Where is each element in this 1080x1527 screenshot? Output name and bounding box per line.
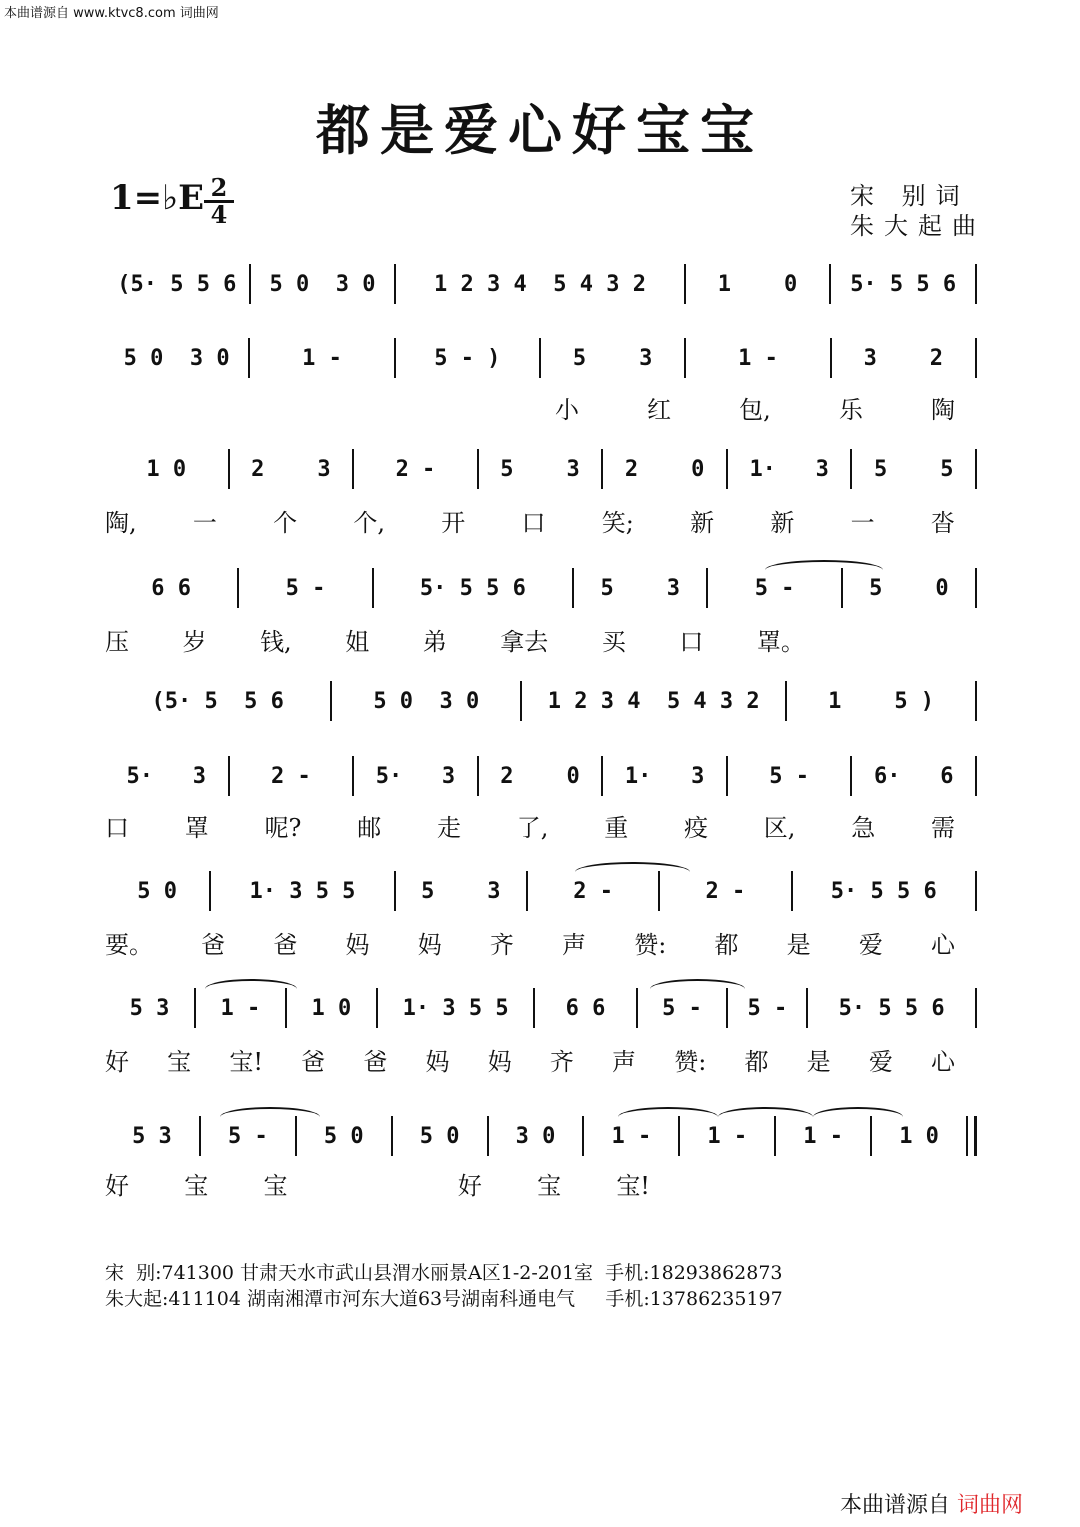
lyrics-line-2 (105, 503, 955, 537)
contact-info (105, 1260, 783, 1312)
time-signature (204, 173, 234, 229)
lyric: 爸 (301, 1048, 326, 1076)
measure: 5· 3 (375, 763, 456, 789)
measure: 5 0 (323, 1123, 364, 1149)
lyric: 声 (612, 1048, 637, 1076)
measure: 1 - (302, 345, 342, 371)
score-line-6 (105, 756, 977, 796)
source-footer-text: 本曲谱源自 (840, 1493, 951, 1518)
lyric: 要。 (105, 931, 153, 959)
lyric: 好 (457, 1172, 482, 1200)
lyric: 钱, (260, 628, 292, 656)
measure: 1 - (738, 345, 778, 371)
measure: 1 - (611, 1123, 652, 1149)
time-signature-bottom: 4 (210, 200, 228, 229)
measure: 5 0 3 0 (269, 271, 376, 297)
measure: 2 0 (624, 456, 705, 482)
lyric: 区, (763, 814, 796, 842)
lyric: 新 (770, 509, 795, 537)
lyrics-line-7 (105, 1166, 650, 1200)
lyric: 宝 (184, 1172, 209, 1200)
measure: 5 3 (500, 456, 580, 482)
measure: 1 0 (146, 456, 187, 482)
source-header: 本曲谱源自 www.ktvc8.com 词曲网 (4, 6, 219, 21)
lyric: 笑; (601, 509, 634, 537)
measure: 2 - (395, 456, 436, 482)
lyrics-line-6 (105, 1042, 955, 1076)
measure: 5 0 3 0 (373, 688, 480, 714)
lyric: 宝 (263, 1172, 288, 1200)
lyric: 包, (739, 396, 771, 424)
tie-mark (718, 1107, 813, 1127)
lyric: 好 (105, 1048, 129, 1076)
lyric: 妈 (487, 1048, 512, 1076)
score-line-5 (105, 681, 977, 721)
measure: 2 3 (251, 456, 331, 482)
measure: 1 5 ) (828, 688, 935, 714)
measure: 1 0 (717, 271, 798, 297)
measure: 5 - (662, 995, 702, 1021)
lyric: 小 (555, 396, 579, 424)
time-signature-top: 2 (210, 173, 228, 202)
composer-credit: 朱大起曲 (850, 212, 986, 240)
measure: 5 3 (129, 995, 170, 1021)
lyric: 沓 (930, 509, 955, 537)
lyric: 口 (105, 814, 129, 842)
measure: 3 0 (515, 1123, 556, 1149)
measure: 5 3 (572, 345, 653, 371)
measure: 1 0 (311, 995, 352, 1021)
lyric: 重 (604, 814, 629, 842)
lyric: 爸 (201, 931, 226, 959)
lyricist-credit: 宋 别词 (850, 182, 970, 210)
measure: 5· 5 5 6 (419, 575, 526, 601)
lyric: 拿去 (500, 628, 549, 656)
lyrics-line-3 (105, 622, 805, 656)
measure: 1 2 3 4 5 4 3 2 (434, 271, 646, 297)
lyric: 齐 (489, 931, 514, 959)
lyric: 是 (806, 1048, 831, 1076)
song-title: 都是爱心好宝宝 (316, 98, 764, 162)
measure: 5 5 (874, 456, 954, 482)
lyric: 妈 (417, 931, 442, 959)
measure: 5· 3 (126, 763, 207, 789)
measure: 5 0 (419, 1123, 460, 1149)
tie-mark (205, 979, 297, 999)
contact-composer: 朱大起:411104 湖南湘潭市河东大道63号湖南科通电气 手机:13786235197 (105, 1288, 783, 1310)
measure: 1 0 (899, 1123, 939, 1149)
measure: 5 3 (600, 575, 680, 601)
lyric: 心 (930, 1048, 955, 1076)
contact-lyricist: 宋 别:741300 甘肃天水市武山县渭水丽景A区1-2-201室 手机:18293862873 (105, 1262, 783, 1284)
lyric: 宝! (229, 1048, 263, 1076)
measure: (5· 5 5 6 (151, 688, 284, 714)
measure: 5· 5 5 6 (838, 995, 945, 1021)
measure: 1 2 3 4 5 4 3 2 (547, 688, 760, 714)
tie-mark (650, 979, 745, 999)
measure: 1· 3 5 5 (249, 878, 356, 904)
lyric: 陶, (105, 509, 137, 537)
measure: 5 - (769, 763, 810, 789)
measure: 1· 3 (749, 456, 829, 482)
lyric: 新 (690, 509, 715, 537)
score-line-3 (105, 449, 977, 489)
lyric: 呢? (264, 814, 302, 842)
measure: 2 - (705, 878, 746, 904)
measure: 5· 5 5 6 (830, 878, 937, 904)
lyric: 弟 (422, 628, 447, 656)
measure: 5 0 (869, 575, 949, 601)
measure: 5 3 (421, 878, 501, 904)
lyric: 一 (850, 509, 875, 537)
key-signature: 1=♭E (110, 178, 205, 218)
tie-mark (220, 1107, 320, 1127)
tie-mark (575, 862, 690, 882)
lyrics-line-4 (105, 808, 955, 842)
measure: 6 6 (151, 575, 192, 601)
lyric: 红 (647, 396, 672, 424)
lyric: 都 (744, 1048, 769, 1076)
lyric: 开 (441, 509, 466, 537)
lyric: 急 (851, 814, 876, 842)
lyrics-line-1 (555, 390, 955, 424)
tie-mark (813, 1107, 903, 1127)
lyric: 罩。 (756, 628, 805, 656)
measure: 5 3 (132, 1123, 172, 1149)
tie-mark (618, 1107, 718, 1127)
tie-mark (765, 560, 883, 580)
lyric: 爸 (273, 931, 298, 959)
lyric: 罩 (184, 814, 209, 842)
measure: 5· 5 5 6 (850, 271, 957, 297)
lyric: 岁 (182, 628, 207, 656)
measure: 5 - (227, 1123, 268, 1149)
measure: 1 - (220, 995, 261, 1021)
lyric: 走 (437, 814, 461, 842)
lyric: 姐 (345, 628, 370, 656)
lyric: 一 (192, 509, 217, 537)
measure: 6 6 (565, 995, 606, 1021)
measure: 1· 3 (624, 763, 705, 789)
measure: 2 0 (500, 763, 580, 789)
measure: 2 - (270, 763, 311, 789)
lyric: 都 (714, 931, 739, 959)
lyric: 个 (273, 509, 298, 537)
lyric: 妈 (425, 1048, 450, 1076)
lyric: 宝! (616, 1172, 650, 1200)
measure: 1 - (803, 1123, 844, 1149)
lyric: 好 (105, 1172, 129, 1200)
lyric: 赞: (634, 931, 667, 959)
lyric: 赞: (674, 1048, 707, 1076)
lyric: 爱 (868, 1048, 893, 1076)
measure: 5 0 (137, 878, 177, 904)
lyric: 邮 (357, 814, 382, 842)
lyric: 声 (562, 931, 587, 959)
measure: 5 - ) (434, 345, 501, 371)
lyric: 压 (105, 628, 129, 656)
score-line-1 (105, 264, 977, 304)
lyric: 口 (679, 628, 704, 656)
lyric: 爸 (363, 1048, 388, 1076)
lyric: 乐 (838, 396, 863, 424)
lyric: 宝 (537, 1172, 562, 1200)
lyric: 宝 (167, 1048, 192, 1076)
lyric: 齐 (549, 1048, 574, 1076)
lyric: 买 (601, 628, 626, 656)
measure: 5 0 3 0 (123, 345, 230, 371)
measure: 5 - (285, 575, 326, 601)
lyric: 爱 (858, 931, 883, 959)
lyric: 陶 (930, 396, 955, 424)
measure: (5· 5 5 6 (117, 271, 237, 297)
lyric: 是 (786, 931, 811, 959)
measure: 1 - (707, 1123, 748, 1149)
measure: 2 - (573, 878, 613, 904)
lyric: 了, (516, 814, 549, 842)
lyrics-line-5 (105, 925, 955, 959)
lyric: 疫 (683, 814, 708, 842)
lyric: 需 (930, 814, 955, 842)
score-line-7 (105, 871, 977, 911)
measure: 5 - (754, 575, 795, 601)
lyric: 心 (930, 931, 955, 959)
measure: 6· 6 (874, 763, 954, 789)
score-line-2 (105, 338, 977, 378)
measure: 1· 3 5 5 (402, 995, 509, 1021)
measure: 5 - (747, 995, 788, 1021)
lyric: 口 (521, 509, 546, 537)
lyric: 个, (353, 509, 386, 537)
measure: 3 2 (863, 345, 944, 371)
lyric: 妈 (345, 931, 370, 959)
source-footer (840, 1488, 1023, 1519)
source-footer-site: 词曲网 (957, 1493, 1024, 1518)
